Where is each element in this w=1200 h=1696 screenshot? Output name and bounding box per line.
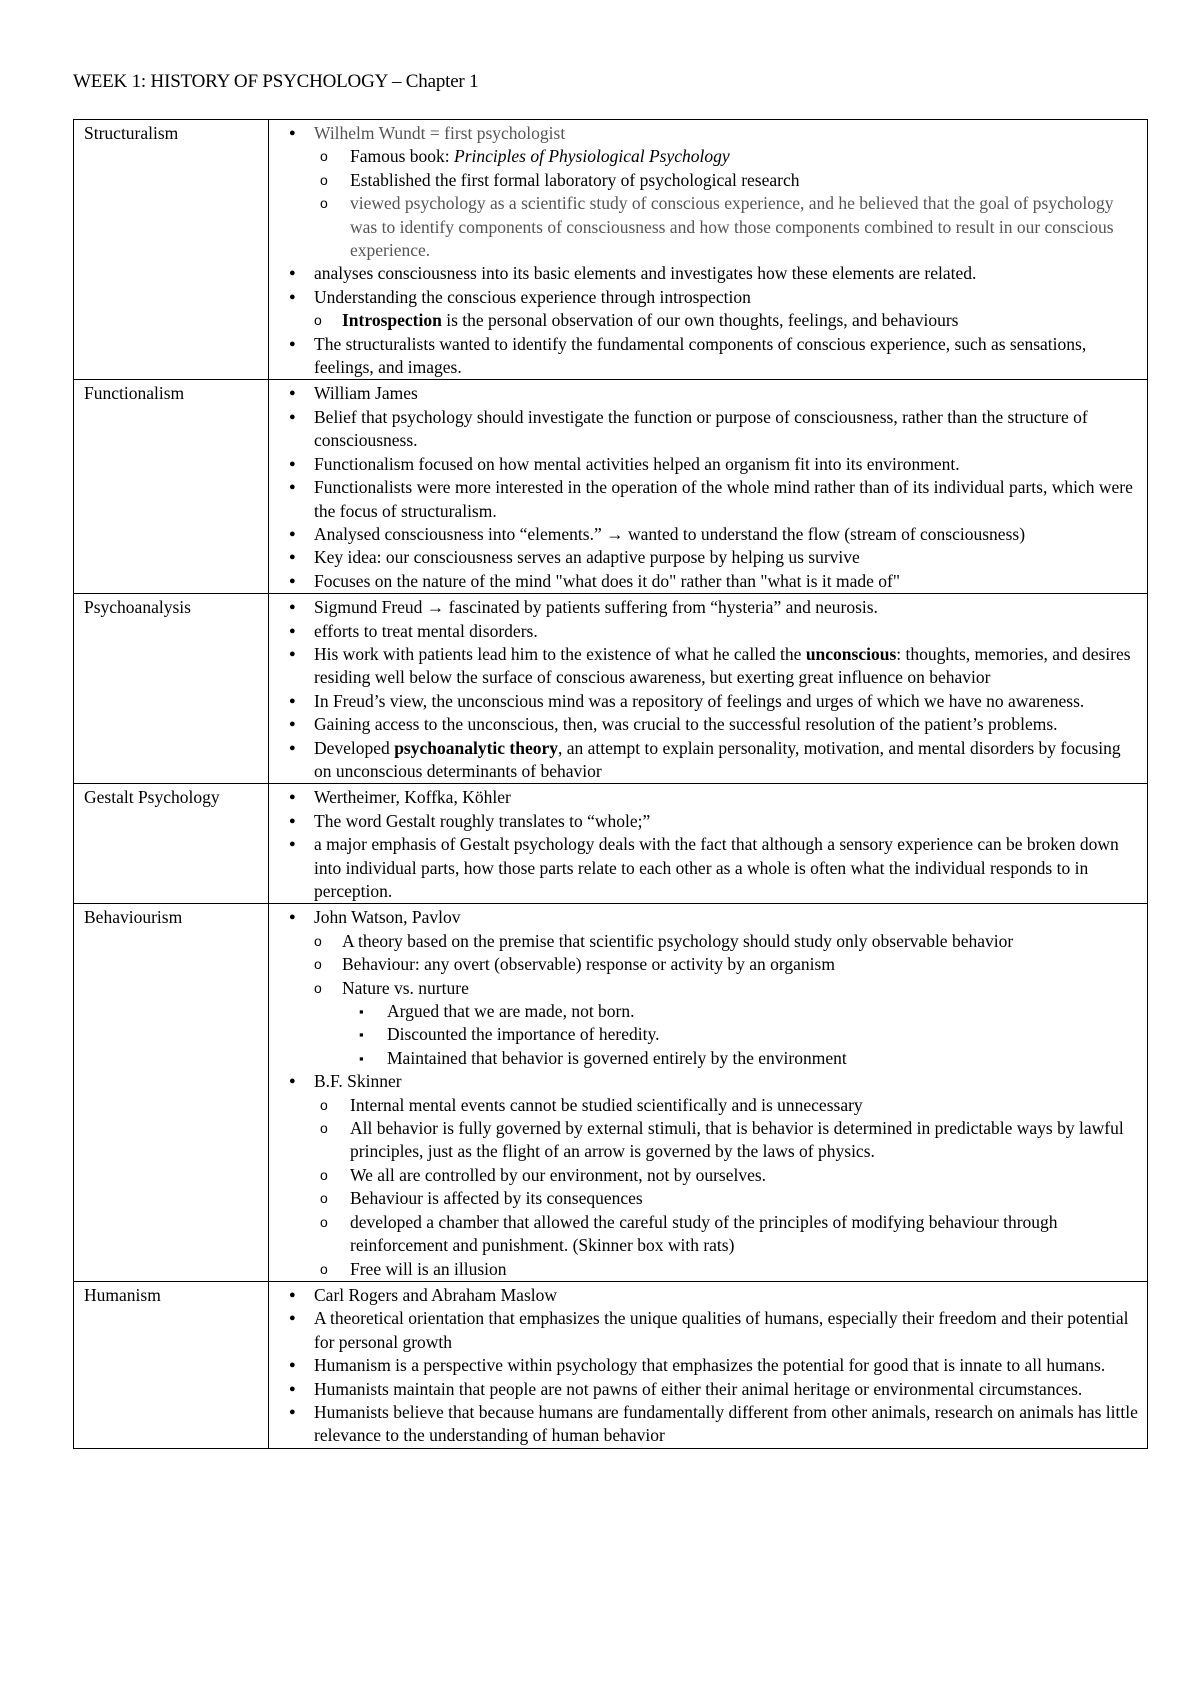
- notes-table-body: [74, 120, 1148, 1449]
- bullet-item: ● a major emphasis of Gestalt psychology deals with the fact that although a sensory experience can be broken down into individual parts, how those parts relate to each other as a whole is often what the individual responds to in perception.: [277, 833, 1139, 903]
- bullet-item: ● Focuses on the nature of the mind "what does it do" rather than "what is it made of": [277, 570, 1139, 593]
- topic-cell: Structuralism: [74, 120, 269, 380]
- notes-cell: [269, 594, 1148, 784]
- notes-cell: [269, 120, 1148, 380]
- bullet-item: ● Gaining access to the unconscious, then, was crucial to the successful resolution of the patient’s problems.: [277, 713, 1139, 736]
- table-row-structuralism: [74, 120, 1148, 380]
- bullet-item: ● John Watson, Pavlov: [277, 906, 1139, 929]
- notes-cell: [269, 784, 1148, 904]
- bullet-list: [277, 786, 1139, 903]
- topic-cell: Behaviourism: [74, 904, 269, 1282]
- bullet-item: ▪ Argued that we are made, not born.: [277, 1000, 1139, 1023]
- bullet-item: o Behaviour is affected by its consequences: [277, 1187, 1139, 1210]
- bullet-item: o Internal mental events cannot be studied scientifically and is unnecessary: [277, 1094, 1139, 1117]
- bullet-item: o All behavior is fully governed by external stimuli, that is behavior is determined in predictable ways by lawful principles, just as the flight of an arrow is governed by the laws of physics.: [277, 1117, 1139, 1164]
- bullet-item: ● Sigmund Freud → fascinated by patients suffering from “hysteria” and neurosis.: [277, 596, 1139, 619]
- table-row-functionalism: [74, 380, 1148, 594]
- bullet-item: ● In Freud’s view, the unconscious mind was a repository of feelings and urges of which we have no awareness.: [277, 690, 1139, 713]
- bullet-list: [277, 1284, 1139, 1448]
- bullet-item: ● Functionalism focused on how mental activities helped an organism fit into its environment.: [277, 453, 1139, 476]
- bullet-item: ● His work with patients lead him to the existence of what he called the unconscious: thoughts, memories, and desires residing well below the surface of conscious awareness, but exerting great influence on behavior: [277, 643, 1139, 690]
- bullet-item: ● A theoretical orientation that emphasizes the unique qualities of humans, especially their freedom and their potential for personal growth: [277, 1307, 1139, 1354]
- bullet-item: ▪ Maintained that behavior is governed entirely by the environment: [277, 1047, 1139, 1070]
- notes-cell: [269, 904, 1148, 1282]
- bullet-item: o viewed psychology as a scientific study of conscious experience, and he believed that the goal of psychology was to identify components of consciousness and how those components combined to result in our conscious experience.: [277, 192, 1139, 262]
- bullet-item: o Free will is an illusion: [277, 1258, 1139, 1281]
- notes-cell: [269, 380, 1148, 594]
- bullet-item: ● Wertheimer, Koffka, Köhler: [277, 786, 1139, 809]
- notes-table: [73, 119, 1148, 1449]
- topic-cell: Humanism: [74, 1281, 269, 1448]
- bullet-list: [277, 906, 1139, 1281]
- bullet-item: ● Analysed consciousness into “elements.” → wanted to understand the flow (stream of consciousness): [277, 523, 1139, 546]
- table-row-behaviourism: [74, 904, 1148, 1282]
- bullet-item: o developed a chamber that allowed the careful study of the principles of modifying behaviour through reinforcement and punishment. (Skinner box with rats): [277, 1211, 1139, 1258]
- bullet-list: [277, 596, 1139, 783]
- notes-cell: [269, 1281, 1148, 1448]
- bullet-item: o Behaviour: any overt (observable) response or activity by an organism: [277, 953, 1139, 976]
- table-row-psychoanalysis: [74, 594, 1148, 784]
- topic-cell: Psychoanalysis: [74, 594, 269, 784]
- bullet-item: o Nature vs. nurture: [277, 977, 1139, 1000]
- bullet-list: [277, 382, 1139, 593]
- bullet-item: ● William James: [277, 382, 1139, 405]
- bullet-item: o A theory based on the premise that scientific psychology should study only observable behavior: [277, 930, 1139, 953]
- bullet-item: o Introspection is the personal observation of our own thoughts, feelings, and behaviours: [277, 309, 1139, 332]
- bullet-item: o Famous book: Principles of Physiological Psychology: [277, 145, 1139, 168]
- topic-cell: Gestalt Psychology: [74, 784, 269, 904]
- bullet-item: ● Humanists believe that because humans are fundamentally different from other animals, research on animals has little relevance to the understanding of human behavior: [277, 1401, 1139, 1448]
- topic-cell: Functionalism: [74, 380, 269, 594]
- bullet-item: ● analyses consciousness into its basic elements and investigates how these elements are related.: [277, 262, 1139, 285]
- bullet-item: o Established the first formal laboratory of psychological research: [277, 169, 1139, 192]
- bullet-item: ● Understanding the conscious experience through introspection: [277, 286, 1139, 309]
- bullet-item: ● Humanists maintain that people are not pawns of either their animal heritage or environmental circumstances.: [277, 1378, 1139, 1401]
- bullet-item: ▪ Discounted the importance of heredity.: [277, 1023, 1139, 1046]
- bullet-item: ● Belief that psychology should investigate the function or purpose of consciousness, rather than the structure of consciousness.: [277, 406, 1139, 453]
- bullet-item: ● Developed psychoanalytic theory, an attempt to explain personality, motivation, and mental disorders by focusing on unconscious determinants of behavior: [277, 737, 1139, 784]
- bullet-item: ● Carl Rogers and Abraham Maslow: [277, 1284, 1139, 1307]
- table-row-humanism: [74, 1281, 1148, 1448]
- bullet-item: o We all are controlled by our environment, not by ourselves.: [277, 1164, 1139, 1187]
- bullet-item: ● Key idea: our consciousness serves an adaptive purpose by helping us survive: [277, 546, 1139, 569]
- table-row-gestalt-psychology: [74, 784, 1148, 904]
- bullet-item: ● The word Gestalt roughly translates to “whole;”: [277, 810, 1139, 833]
- bullet-item: ● Humanism is a perspective within psychology that emphasizes the potential for good that is innate to all humans.: [277, 1354, 1139, 1377]
- bullet-item: ● Functionalists were more interested in the operation of the whole mind rather than of its individual parts, which were the focus of structuralism.: [277, 476, 1139, 523]
- bullet-item: ● Wilhelm Wundt = first psychologist: [277, 122, 1139, 145]
- bullet-item: ● The structuralists wanted to identify the fundamental components of conscious experience, such as sensations, feelings, and images.: [277, 333, 1139, 380]
- bullet-list: [277, 122, 1139, 379]
- page-title: WEEK 1: HISTORY OF PSYCHOLOGY – Chapter 1: [73, 71, 479, 92]
- bullet-item: ● B.F. Skinner: [277, 1070, 1139, 1093]
- bullet-item: ● efforts to treat mental disorders.: [277, 620, 1139, 643]
